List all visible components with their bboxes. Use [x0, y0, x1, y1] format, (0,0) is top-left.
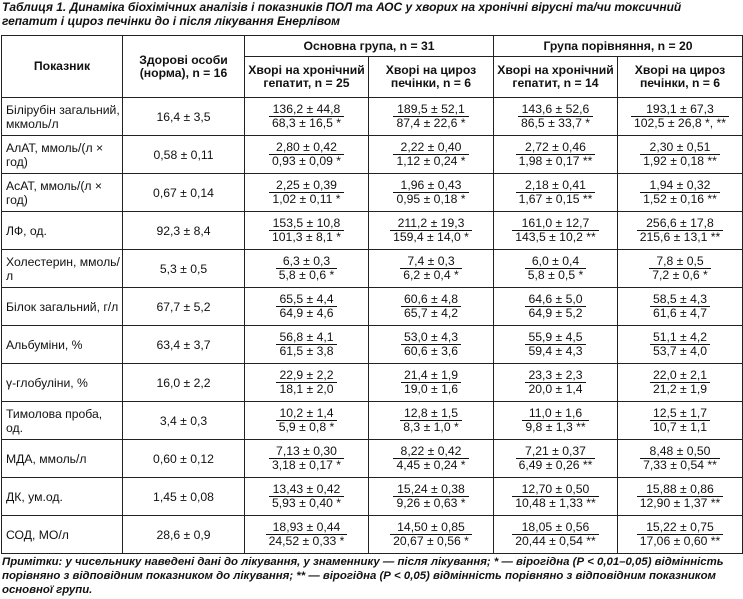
table-caption: Таблиця 1. Динаміка біохімічних аналізів і показників ПОЛ та АОС у хворих на хронічні вірусні та/чи токсичний гепатит і цироз печінки до і після лікування Енерлівом	[2, 0, 682, 28]
value-before-treatment: 6,0 ± 0,4	[531, 254, 580, 268]
before-after-fraction	[369, 483, 493, 510]
value-cell	[494, 174, 618, 212]
value-before-treatment: 8,22 ± 0,42	[400, 444, 462, 458]
norm-cell: 67,7 ± 5,2	[123, 288, 245, 326]
value-cell	[618, 326, 743, 364]
before-after-fraction	[369, 331, 493, 358]
value-before-treatment: 14,50 ± 0,85	[397, 520, 465, 534]
before-after-fraction	[369, 293, 493, 320]
value-after-treatment: 159,4 ± 14,0 *	[390, 230, 472, 244]
value-before-treatment: 18,05 ± 0,56	[521, 520, 590, 534]
value-after-treatment: 5,8 ± 0,6 *	[276, 268, 337, 282]
value-before-treatment: 2,22 ± 0,40	[400, 140, 462, 154]
before-after-fraction	[618, 103, 742, 130]
value-before-treatment: 13,43 ± 0,42	[272, 482, 341, 496]
value-cell	[618, 136, 743, 174]
value-cell	[369, 250, 494, 288]
before-after-fraction	[494, 293, 617, 320]
value-cell	[369, 402, 494, 440]
value-after-treatment: 6,2 ± 0,4 *	[400, 268, 461, 282]
before-after-fraction	[618, 293, 742, 320]
value-before-treatment: 7,21 ± 0,37	[525, 444, 586, 458]
norm-cell: 0,58 ± 0,11	[123, 136, 245, 174]
value-after-treatment: 1,12 ± 0,24 *	[393, 154, 468, 168]
value-after-treatment: 1,02 ± 0,11 *	[269, 192, 343, 206]
value-cell	[245, 364, 369, 402]
header-comp-cirrhosis: Хворі на цироз печінки, n = 6	[618, 57, 743, 98]
value-after-treatment: 1,92 ± 0,18 **	[640, 154, 720, 168]
before-after-fraction	[245, 255, 368, 282]
value-cell	[618, 212, 743, 250]
norm-cell: 16,4 ± 3,5	[123, 98, 245, 136]
value-before-treatment: 7,13 ± 0,30	[276, 444, 337, 458]
before-after-fraction	[245, 293, 368, 320]
value-cell	[494, 516, 618, 554]
value-after-treatment: 53,7 ± 4,0	[650, 344, 710, 358]
value-after-treatment: 87,4 ± 22,6 *	[393, 116, 468, 130]
before-after-fraction	[245, 407, 368, 434]
value-after-treatment: 21,2 ± 1,9	[650, 382, 710, 396]
value-after-treatment: 17,06 ± 0,60 **	[637, 534, 724, 548]
norm-cell: 63,4 ± 3,7	[123, 326, 245, 364]
value-before-treatment: 15,88 ± 0,86	[646, 482, 714, 496]
value-before-treatment: 12,70 ± 0,50	[521, 482, 590, 496]
value-cell	[494, 440, 618, 478]
before-after-fraction	[369, 141, 493, 168]
value-cell	[245, 478, 369, 516]
value-before-treatment: 64,6 ± 5,0	[528, 292, 583, 306]
header-main-group: Основна група, n = 31	[245, 36, 494, 57]
norm-cell: 1,45 ± 0,08	[123, 478, 245, 516]
header-indicator: Показник	[2, 36, 123, 98]
value-before-treatment: 7,8 ± 0,5	[656, 254, 704, 268]
value-cell	[618, 288, 743, 326]
value-before-treatment: 1,94 ± 0,32	[649, 178, 711, 192]
value-after-treatment: 20,0 ± 1,4	[525, 382, 585, 396]
indicator-cell: Білірубін загальний, мкмоль/л	[2, 98, 123, 136]
value-cell	[245, 212, 369, 250]
before-after-fraction	[618, 521, 742, 548]
indicator-cell: Холестерин, ммоль/л	[2, 250, 123, 288]
before-after-fraction	[494, 445, 617, 472]
value-before-treatment: 143,6 ± 52,6	[521, 102, 590, 116]
before-after-fraction	[369, 255, 493, 282]
value-cell	[494, 98, 618, 136]
value-after-treatment: 8,3 ± 1,0 *	[400, 420, 461, 434]
value-cell	[618, 402, 743, 440]
indicator-cell: Альбуміни, %	[2, 326, 123, 364]
value-cell	[369, 440, 494, 478]
before-after-fraction	[494, 217, 617, 244]
value-after-treatment: 5,93 ± 0,40 *	[269, 496, 344, 510]
value-after-treatment: 12,90 ± 1,37 **	[637, 496, 724, 510]
table-row	[2, 136, 743, 174]
indicator-cell: МДА, ммоль/л	[2, 440, 123, 478]
value-after-treatment: 24,52 ± 0,33 *	[266, 534, 348, 548]
value-cell	[245, 288, 369, 326]
norm-cell: 0,60 ± 0,12	[123, 440, 245, 478]
table-row	[2, 478, 743, 516]
value-cell	[494, 402, 618, 440]
before-after-fraction	[369, 445, 493, 472]
value-after-treatment: 9,26 ± 0,63 *	[393, 496, 468, 510]
value-before-treatment: 22,0 ± 2,1	[652, 368, 708, 382]
before-after-fraction	[245, 331, 368, 358]
value-cell	[369, 212, 494, 250]
before-after-fraction	[618, 445, 742, 472]
value-before-treatment: 2,72 ± 0,46	[525, 140, 586, 154]
before-after-fraction	[245, 483, 368, 510]
before-after-fraction	[494, 103, 617, 130]
value-before-treatment: 1,96 ± 0,43	[400, 178, 462, 192]
value-cell	[369, 98, 494, 136]
value-after-treatment: 5,8 ± 0,5 *	[525, 268, 586, 282]
value-before-treatment: 12,8 ± 1,5	[403, 406, 459, 420]
before-after-fraction	[494, 407, 617, 434]
value-after-treatment: 7,2 ± 0,6 *	[649, 268, 710, 282]
before-after-fraction	[494, 521, 617, 548]
value-cell	[369, 516, 494, 554]
before-after-fraction	[369, 179, 493, 206]
before-after-fraction	[494, 179, 617, 206]
before-after-fraction	[494, 483, 617, 510]
table-row	[2, 364, 743, 402]
value-before-treatment: 55,9 ± 4,5	[528, 330, 583, 344]
before-after-fraction	[494, 141, 617, 168]
value-cell	[369, 288, 494, 326]
value-after-treatment: 61,6 ± 4,7	[650, 306, 710, 320]
value-cell	[494, 478, 618, 516]
value-before-treatment: 161,0 ± 12,7	[521, 216, 590, 230]
indicator-cell: АлАТ, ммоль/(л × год)	[2, 136, 123, 174]
value-cell	[245, 174, 369, 212]
indicator-cell: СОД, МО/л	[2, 516, 123, 554]
value-after-treatment: 10,7 ± 1,1	[650, 420, 710, 434]
value-after-treatment: 143,5 ± 10,2 **	[512, 230, 599, 244]
value-before-treatment: 256,6 ± 17,8	[646, 216, 714, 230]
norm-cell: 28,6 ± 0,9	[123, 516, 245, 554]
value-before-treatment: 8,48 ± 0,50	[649, 444, 711, 458]
value-after-treatment: 1,52 ± 0,16 **	[640, 192, 720, 206]
value-after-treatment: 68,3 ± 16,5 *	[269, 116, 344, 130]
value-after-treatment: 4,45 ± 0,24 *	[393, 458, 468, 472]
value-cell	[369, 136, 494, 174]
value-before-treatment: 53,0 ± 4,3	[403, 330, 459, 344]
value-before-treatment: 7,4 ± 0,3	[407, 254, 455, 268]
before-after-fraction	[369, 407, 493, 434]
table-row	[2, 288, 743, 326]
header-comp-hepatitis: Хворі на хронічний гепатит, n = 14	[494, 57, 618, 98]
header-comparison-group: Група порівняння, n = 20	[494, 36, 743, 57]
before-after-fraction	[618, 255, 742, 282]
value-after-treatment: 0,93 ± 0,09 *	[269, 154, 344, 168]
header-norm: Здорові особи (норма), n = 16	[123, 36, 245, 98]
value-after-treatment: 3,18 ± 0,17 *	[269, 458, 344, 472]
before-after-fraction	[618, 369, 742, 396]
value-before-treatment: 21,4 ± 1,9	[403, 368, 459, 382]
value-before-treatment: 136,2 ± 44,8	[272, 102, 341, 116]
norm-cell: 92,3 ± 8,4	[123, 212, 245, 250]
table-row	[2, 440, 743, 478]
value-cell	[618, 478, 743, 516]
table-row	[2, 516, 743, 554]
indicator-cell: ДК, ум.од.	[2, 478, 123, 516]
value-before-treatment: 51,1 ± 4,2	[652, 330, 708, 344]
value-before-treatment: 60,6 ± 4,8	[403, 292, 459, 306]
value-cell	[245, 440, 369, 478]
value-after-treatment: 102,5 ± 26,8 *, **	[631, 116, 729, 130]
before-after-fraction	[369, 217, 493, 244]
value-before-treatment: 15,22 ± 0,75	[646, 520, 714, 534]
header-main-hepatitis: Хворі на хронічний гепатит, n = 25	[245, 57, 369, 98]
value-before-treatment: 12,5 ± 1,7	[652, 406, 708, 420]
value-cell	[369, 364, 494, 402]
value-cell	[245, 326, 369, 364]
value-before-treatment: 211,2 ± 19,3	[397, 216, 465, 230]
before-after-fraction	[369, 369, 493, 396]
value-after-treatment: 20,44 ± 0,54 **	[512, 534, 599, 548]
value-after-treatment: 86,5 ± 33,7 *	[518, 116, 593, 130]
value-before-treatment: 11,0 ± 1,6	[528, 406, 583, 420]
indicator-cell: ЛФ, од.	[2, 212, 123, 250]
table-row	[2, 174, 743, 212]
value-after-treatment: 59,4 ± 4,3	[525, 344, 585, 358]
value-after-treatment: 19,0 ± 1,6	[401, 382, 461, 396]
indicator-cell: АсАТ, ммоль/(л × год)	[2, 174, 123, 212]
data-table	[1, 35, 743, 554]
value-cell	[245, 250, 369, 288]
table-row	[2, 250, 743, 288]
indicator-cell: γ-глобуліни, %	[2, 364, 123, 402]
before-after-fraction	[245, 217, 368, 244]
table-row	[2, 212, 743, 250]
value-cell	[245, 98, 369, 136]
table-row	[2, 326, 743, 364]
value-after-treatment: 7,33 ± 0,54 **	[640, 458, 720, 472]
value-cell	[618, 250, 743, 288]
value-after-treatment: 101,3 ± 8,1 *	[269, 230, 344, 244]
value-cell	[618, 98, 743, 136]
value-cell	[369, 478, 494, 516]
value-after-treatment: 20,67 ± 0,56 *	[390, 534, 472, 548]
value-after-treatment: 5,9 ± 0,8 *	[276, 420, 337, 434]
norm-cell: 0,67 ± 0,14	[123, 174, 245, 212]
before-after-fraction	[494, 331, 617, 358]
table-notes: Примітки: у чисельнику наведені дані до лікування, у знаменнику — після лікування; * — вірогідна (Р < 0,01–0,05) відмінність порівняно з відповідним показником до лікування; ** — вірогідна (Р < 0,05) відмінність порівняно з відповідним показником основної групи.	[2, 556, 724, 596]
before-after-fraction	[245, 521, 368, 548]
value-after-treatment: 65,7 ± 4,2	[401, 306, 461, 320]
before-after-fraction	[618, 179, 742, 206]
before-after-fraction	[369, 103, 493, 130]
value-after-treatment: 64,9 ± 4,6	[276, 306, 336, 320]
before-after-fraction	[369, 521, 493, 548]
norm-cell: 16,0 ± 2,2	[123, 364, 245, 402]
before-after-fraction	[618, 407, 742, 434]
table-row	[2, 98, 743, 136]
before-after-fraction	[245, 445, 368, 472]
value-cell	[494, 250, 618, 288]
table-body	[2, 98, 743, 554]
value-before-treatment: 2,80 ± 0,42	[276, 140, 337, 154]
value-before-treatment: 23,3 ± 2,3	[528, 368, 583, 382]
indicator-cell: Тимолова проба, од.	[2, 402, 123, 440]
value-before-treatment: 22,9 ± 2,2	[279, 368, 334, 382]
before-after-fraction	[494, 369, 617, 396]
value-after-treatment: 9,8 ± 1,3 **	[522, 420, 588, 434]
value-before-treatment: 58,5 ± 4,3	[652, 292, 708, 306]
value-before-treatment: 6,3 ± 0,3	[282, 254, 331, 268]
norm-cell: 3,4 ± 0,3	[123, 402, 245, 440]
value-before-treatment: 10,2 ± 1,4	[279, 406, 334, 420]
before-after-fraction	[245, 179, 368, 206]
value-cell	[245, 516, 369, 554]
value-before-treatment: 2,25 ± 0,39	[276, 178, 337, 192]
before-after-fraction	[494, 255, 617, 282]
before-after-fraction	[618, 141, 742, 168]
value-cell	[494, 288, 618, 326]
header-main-cirrhosis: Хворі на цироз печінки, n = 6	[369, 57, 494, 98]
value-after-treatment: 1,67 ± 0,15 **	[516, 192, 596, 206]
value-before-treatment: 189,5 ± 52,1	[397, 102, 465, 116]
value-after-treatment: 61,5 ± 3,8	[276, 344, 336, 358]
value-cell	[494, 212, 618, 250]
value-after-treatment: 0,95 ± 0,18 *	[393, 192, 468, 206]
value-before-treatment: 56,8 ± 4,1	[279, 330, 334, 344]
table-row	[2, 402, 743, 440]
before-after-fraction	[245, 141, 368, 168]
value-before-treatment: 18,93 ± 0,44	[272, 520, 341, 534]
value-after-treatment: 215,6 ± 13,1 **	[637, 230, 724, 244]
value-after-treatment: 1,98 ± 0,17 **	[516, 154, 596, 168]
value-cell	[245, 402, 369, 440]
value-after-treatment: 60,6 ± 3,6	[401, 344, 461, 358]
value-before-treatment: 65,5 ± 4,4	[279, 292, 334, 306]
norm-cell: 5,3 ± 0,5	[123, 250, 245, 288]
value-after-treatment: 6,49 ± 0,26 **	[516, 458, 596, 472]
value-cell	[618, 516, 743, 554]
value-cell	[494, 326, 618, 364]
before-after-fraction	[245, 369, 368, 396]
before-after-fraction	[245, 103, 368, 130]
value-before-treatment: 153,5 ± 10,8	[272, 216, 341, 230]
value-before-treatment: 2,30 ± 0,51	[649, 140, 711, 154]
value-after-treatment: 64,9 ± 5,2	[525, 306, 585, 320]
value-cell	[618, 364, 743, 402]
value-before-treatment: 15,24 ± 0,38	[397, 482, 465, 496]
value-after-treatment: 18,1 ± 2,0	[276, 382, 336, 396]
value-cell	[494, 136, 618, 174]
before-after-fraction	[618, 483, 742, 510]
value-cell	[245, 136, 369, 174]
value-before-treatment: 193,1 ± 67,3	[646, 102, 714, 116]
value-cell	[618, 174, 743, 212]
before-after-fraction	[618, 217, 742, 244]
value-before-treatment: 2,18 ± 0,41	[525, 178, 586, 192]
value-cell	[369, 326, 494, 364]
value-cell	[618, 440, 743, 478]
before-after-fraction	[618, 331, 742, 358]
value-cell	[369, 174, 494, 212]
indicator-cell: Білок загальний, г/л	[2, 288, 123, 326]
value-after-treatment: 10,48 ± 1,33 **	[512, 496, 599, 510]
value-cell	[494, 364, 618, 402]
